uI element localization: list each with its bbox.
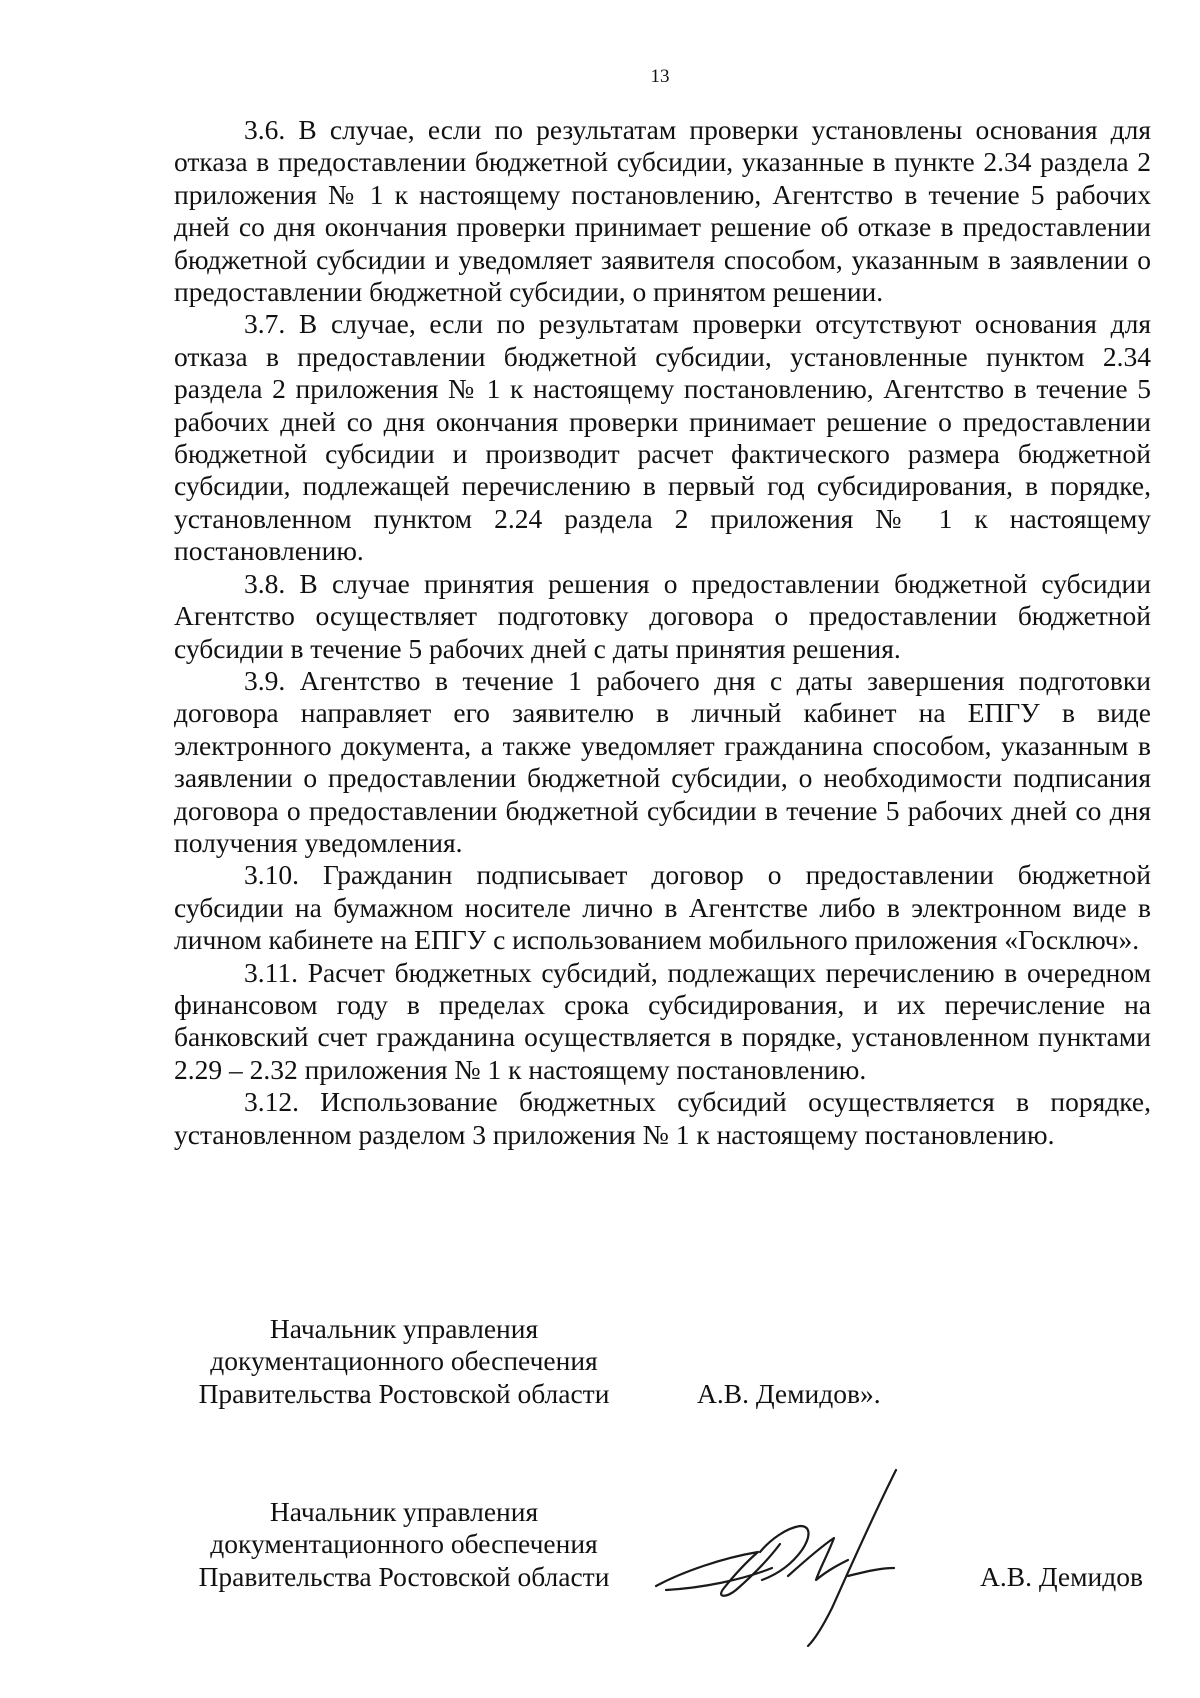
signatory-name: А.В. Демидов». bbox=[697, 1377, 881, 1409]
paragraph-3-10: 3.10. Гражданин подписывает договор о предоставлении бюджетной субсидии на бумажном носителе лично в Агентстве либо в электронном виде в личном кабинете на ЕПГУ с использованием мобильного приложения «Госключ». bbox=[174, 859, 1151, 956]
signatory-title-line: Правительства Ростовской области bbox=[198, 1377, 610, 1409]
paragraph-3-12: 3.12. Использование бюджетных субсидий осуществляется в порядке, установленном разделом 3 приложения № 1 к настоящему постановлению. bbox=[174, 1086, 1151, 1150]
signatory-title-line: Начальник управления bbox=[269, 1496, 539, 1527]
signatory-title-line: Начальник управления bbox=[269, 1313, 539, 1344]
paragraph-3-6: 3.6. В случае, если по результатам проверки установлены основания для отказа в предоставлении бюджетной субсидии, указанные в пункте 2.34 раздела 2 приложения № 1 к настоящему постановлению, Агентство в течение 5 рабочих дней со дня окончания проверки принимает решение об отказе в предоставлении бюджетной субсидии и уведомляет заявителя способом, указанным в заявлении о предоставлении бюджетной субсидии, о принятом решении. bbox=[174, 114, 1151, 308]
document-body bbox=[174, 114, 1151, 1151]
signatory-name: А.В. Демидов bbox=[980, 1560, 1143, 1592]
signatory-title bbox=[174, 1313, 634, 1410]
handwritten-signature bbox=[652, 1468, 952, 1648]
signatory-title bbox=[174, 1496, 634, 1593]
paragraph-3-9: 3.9. Агентство в течение 1 рабочего дня с даты завершения подготовки договора направляет его заявителю в личный кабинет на ЕПГУ в виде электронного документа, а также уведомляет гражданина способом, указанным в заявлении о предоставлении бюджетной субсидии, о необходимости подписания договора о предоставлении бюджетной субсидии в течение 5 рабочих дней со дня получения уведомления. bbox=[174, 664, 1151, 858]
paragraph-3-11: 3.11. Расчет бюджетных субсидий, подлежащих перечислению в очередном финансовом году в пределах срока субсидирования, и их перечисление на банковский счет гражданина осуществляется в порядке, установленном пунктами 2.29 – 2.32 приложения № 1 к настоящему постановлению. bbox=[174, 956, 1151, 1085]
signatory-title-line: Правительства Ростовской области bbox=[198, 1560, 610, 1592]
signatory-title-line: документационного обеспечения bbox=[210, 1528, 598, 1560]
paragraph-3-8: 3.8. В случае принятия решения о предоставлении бюджетной субсидии Агентство осуществляет подготовку договора о предоставлении бюджетной субсидии в течение 5 рабочих дней с даты принятия решения. bbox=[174, 567, 1151, 664]
paragraph-3-7: 3.7. В случае, если по результатам проверки отсутствуют основания для отказа в предоставлении бюджетной субсидии, установленные пунктом 2.34 раздела 2 приложения № 1 к настоящему постановлению, Агентство в течение 5 рабочих дней со дня окончания проверки принимает решение о предоставлении бюджетной субсидии и производит расчет фактического размера бюджетной субсидии, подлежащей перечислению в первый год субсидирования, в порядке, установленном пунктом 2.24 раздела 2 приложения № 1 к настоящему постановлению. bbox=[174, 308, 1151, 567]
page-number: 13 bbox=[650, 66, 670, 87]
signatory-title-line: документационного обеспечения bbox=[210, 1345, 598, 1377]
